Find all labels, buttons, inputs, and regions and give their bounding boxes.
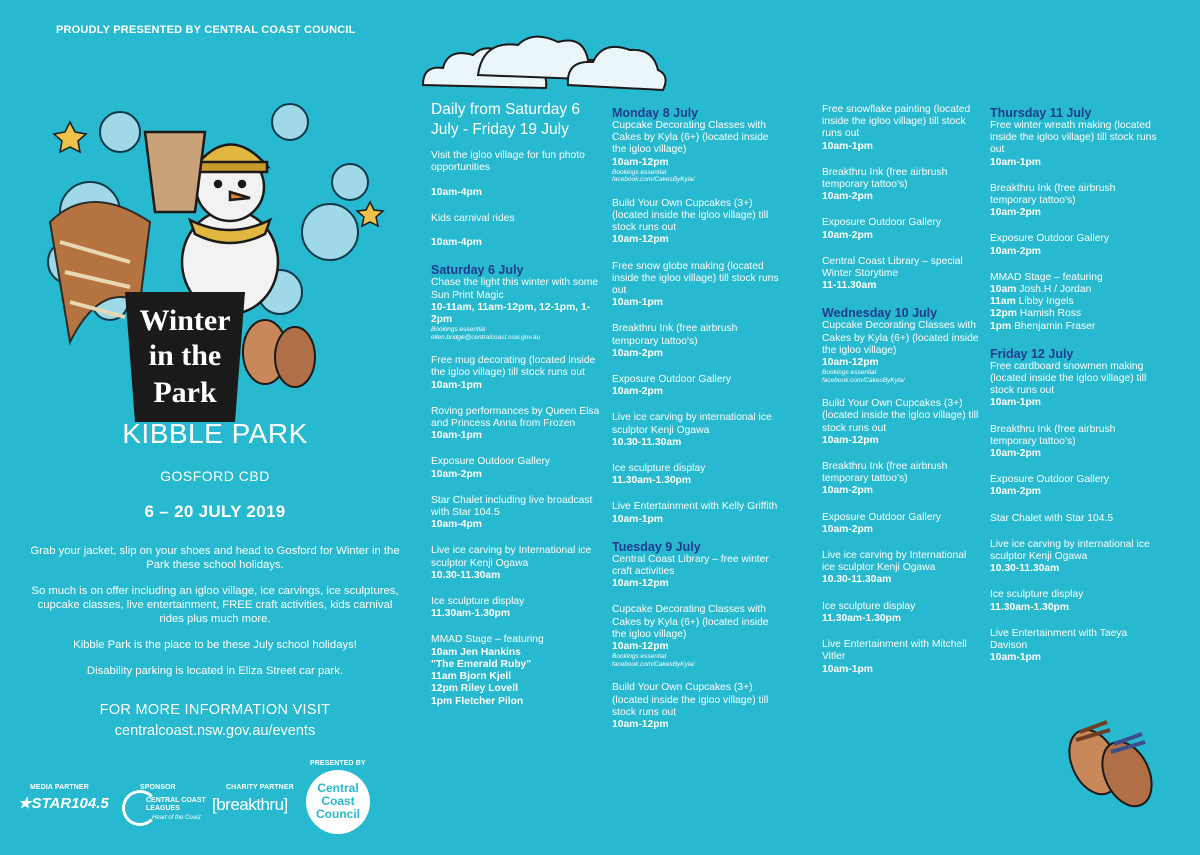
schedule-column-2 [612,104,782,745]
event-item: Live Entertainment with Mitchell Vitler 10am-1pm [822,639,967,675]
event-item: Build Your Own Cupcakes (3+) (located inside the igloo village) till stock runs out 10am-12pm [822,398,979,446]
breakthru-logo: [breakthru] [212,795,288,814]
event-item: Exposure Outdoor Gallery 10am-2pm [990,474,1110,498]
event-item: Cupcake Decorating Classes with Cakes by Kyla (6+) (located inside the igloo village) 10am-12pm Bookings essential facebook.com/CakesByKyla/ [612,120,769,184]
event-item: Breakthru Ink (free airbrush temporary tattoo's) 10am-2pm [612,323,738,359]
event-item: Visit the igloo village for fun photo opportunities 10am-4pm [431,150,585,198]
event-item: Ice sculpture display 11.30am-1.30pm [990,589,1084,613]
event-item: Chase the light this winter with some Sun Print Magic 10-11am, 11am-12pm, 12-1pm, 1-2pm Bookings essential ellen.bridge@centralcoast.nsw.gov.au [431,277,599,341]
event-item: Free mug decorating (located inside the igloo village) till stock runs out 10am-1pm [431,355,596,391]
event-item: Exposure Outdoor Gallery 10am-2pm [431,456,551,480]
svg-text:Winter: Winter [139,304,231,337]
event-item: Star Chalet including live broadcast with Star 104.5 10am-4pm [431,494,593,531]
event-item: Central Coast Library – free winter craft activities 10am-12pm [612,553,769,590]
schedule-column-1 [431,100,601,722]
mug [145,132,205,212]
event-item: Breakthru Ink (free airbrush temporary tattoo's) 10am-2pm [822,166,948,203]
event-item: Live ice carving by International ice sculptor Kenji Ogawa 10.30-11.30am [431,545,592,581]
event-item: Roving performances by Queen Elsa and Princess Anna from Frozen 10am-1pm [431,405,600,442]
winter-in-the-park-logo [125,292,245,422]
intro-paragraph: Grab your jacket, slip on your shoes and head to Gosford for Winter in the Park these school holidays. [30,545,400,571]
event-item: Breakthru Ink (free airbrush temporary tattoo's) 10am-2pm [822,461,948,497]
star1045-logo: ★STAR104.5 [18,795,109,812]
charity-partner-label: CHARITY PARTNER [226,784,294,791]
schedule-column-4 [990,104,1162,679]
event-item: Build Your Own Cupcakes (3+) (located inside the igloo village) till stock runs out 10am-12pm [612,682,769,730]
mmad-stage-lineup: MMAD Stage – featuring 10am Jen Hankins "The Emerald Ruby" 11am Bjorn Kjell 12pm Riley Lovell 1pm Fletcher Pilon [431,634,544,707]
event-item: Kids carnival rides 10am-4pm [431,212,515,249]
intro-paragraph: Disability parking is located in Eliza Street car park. [86,665,344,677]
svg-text:in the: in the [148,339,222,372]
intro-paragraph: Kibble Park is the place to be these July school holidays! [73,639,357,651]
mittens-decoration [1062,712,1162,822]
event-item: Exposure Outdoor Gallery 10am-2pm [612,374,732,398]
mittens [243,320,315,387]
event-info [20,418,410,739]
event-item: Exposure Outdoor Gallery 10am-2pm [822,511,942,535]
day-heading-monday: Monday 8 July [612,106,699,120]
event-item: Breakthru Ink (free airbrush temporary tattoo's) 10am-2pm [990,182,1116,219]
event-item: Build Your Own Cupcakes (3+) (located inside the igloo village) till stock runs out 10am-12pm [612,197,769,246]
sponsor-logo-text: CENTRAL COAST LEAGUES [146,797,206,812]
presented-by-label: PRESENTED BY [310,760,366,767]
event-item: Live Entertainment with Taeya Davison 10am-1pm [990,627,1128,664]
sponsor-label: SPONSOR [140,784,176,791]
event-item: Ice sculpture display 11.30am-1.30pm [431,596,525,620]
clouds-decoration [418,30,668,100]
intro-paragraph: So much is on offer including an igloo village, ice carvings, ice sculptures, cupcake classes, live entertainment, FREE craft activities, kids carnival rides plus much more. [31,585,399,625]
event-item: Free snowflake painting (located inside the igloo village) till stock runs out 10am-1pm [822,104,971,152]
event-item: Exposure Outdoor Gallery 10am-2pm [990,233,1110,257]
location: GOSFORD CBD [160,468,270,484]
sponsor-tagline: Heart of the Coast [152,815,201,821]
event-item: Ice sculpture display 11.30am-1.30pm [612,463,706,487]
day-heading-wednesday: Wednesday 10 July [822,306,938,321]
event-item: Star Chalet with Star 104.5 [990,512,1114,524]
event-item: Live Entertainment with Kelly Griffith 10am-1pm [612,501,778,525]
event-item: Ice sculpture display 11.30am-1.30pm [822,600,916,624]
event-item: Live ice carving by international ice sculptor Kenji Ogawa 10.30-11.30am [990,538,1150,575]
event-item: Cupcake Decorating Classes with Cakes by Kyla (6+) (located inside the igloo village) 10am-12pm Bookings essential facebook.com/CakesByKyla/ [822,320,979,384]
park-title: KIBBLE PARK [122,418,308,449]
event-item: Central Coast Library – special Winter Storytime 11-11.30am [822,255,963,292]
event-item: Free winter wreath making (located inside the igloo village) till stock runs out 10am-1pm [990,120,1157,168]
event-item: Free cardboard snowmen making (located inside the igloo village) till stock runs out 10am-1pm [990,360,1147,409]
event-item: Live ice carving by international ice sculptor Kenji Ogawa 10.30-11.30am [612,412,772,448]
day-heading-thursday: Thursday 11 July [990,106,1092,120]
winter-illustration [30,62,390,422]
event-item: Exposure Outdoor Gallery 10am-2pm [822,217,942,241]
event-item: Live ice carving by International ice sculptor Kenji Ogawa 10.30-11.30am [822,550,967,586]
svg-text:Park: Park [153,376,217,409]
media-partner-label: MEDIA PARTNER [30,784,89,791]
daily-header: Daily from Saturday 6 July - Friday 19 July [431,101,581,138]
event-item: Breakthru Ink (free airbrush temporary tattoo's) 10am-2pm [990,423,1116,460]
central-coast-council-logo: Central Coast Council [306,770,370,834]
website-link[interactable]: centralcoast.nsw.gov.au/events [114,723,316,739]
day-heading-friday: Friday 12 July [990,346,1074,361]
mmad-stage-lineup: MMAD Stage – featuring 10am Josh.H / Jordan 11am Libby Ingels 12pm Hamish Ross 1pm Bhenjamin Fraser [990,271,1103,332]
star-icon: ★ [18,795,32,812]
day-heading-tuesday: Tuesday 9 July [612,539,701,554]
event-item: Free snow globe making (located inside the igloo village) till stock runs out 10am-1pm [612,260,779,309]
schedule-column-3 [822,104,982,690]
more-info-heading: FOR MORE INFORMATION VISIT [99,702,331,718]
event-dates: 6 – 20 JULY 2019 [144,502,286,521]
presented-by-banner: PROUDLY PRESENTED BY CENTRAL COAST COUNCIL [56,24,356,36]
event-item: Cupcake Decorating Classes with Cakes by Kyla (6+) (located inside the igloo village) 10am-12pm Bookings essential facebook.com/CakesByKyla/ [612,604,769,668]
day-heading-saturday: Saturday 6 July [431,263,524,278]
